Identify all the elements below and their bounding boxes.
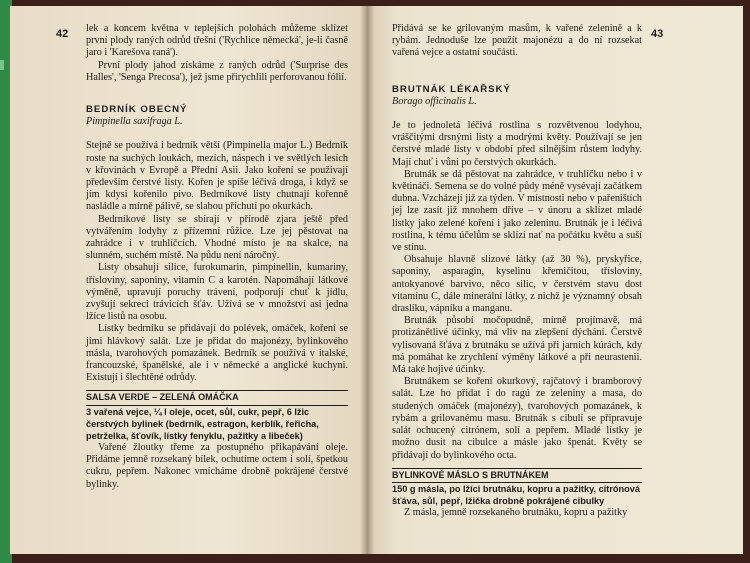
left-page bbox=[10, 6, 367, 554]
latin-name: Borago officinalis L. bbox=[392, 95, 477, 107]
body-paragraph: Stejně se používá i bedrník větší (Pimpinella major L.) Bedrník roste na suchých loukách, mezích, náspech i ve světlých lesích v křovinách v Evropě a Přední Asii. Jako koření se používají především čerstvé listy. Kořen je spíše léčivá droga, i když se jím kdysi kořenilo pivo. Bedrníkové listy chutnají kořenně nasládle a mírně pálivě, se slabou příchutí po okurkách. bbox=[86, 140, 348, 213]
recipe-ingredients: 150 g másla, po lžíci brutnáku, kopru a pažitky, citrónová šťáva, sůl, pepř, lžička drobně pokrájené cibulky bbox=[392, 484, 640, 507]
book-gutter bbox=[360, 6, 374, 554]
page-number: 42 bbox=[56, 28, 69, 40]
right-page bbox=[367, 6, 743, 554]
page-number: 43 bbox=[651, 28, 664, 40]
thumb-index-tab bbox=[0, 60, 4, 70]
recipe-method: Z másla, jemně rozsekaného brutnáku, kopru a pažitky bbox=[404, 507, 628, 519]
body-paragraph: Lístky bedrníku se přidávají do polévek, omáček, koření se jimi hlávkový salát. Lze je přidat do majonézy, bylinkového másla, tvarohových pomazánek. Bedrník se používá v italské, francouzské, španělské, ale i v německé a anglické kuchyni. Existují i šlechtěné odrůdy. bbox=[86, 323, 348, 384]
recipe-ingredients: 3 vařená vejce, ¼ l oleje, ocet, sůl, cukr, pepř, 6 lžic čerstvých bylinek (bedrník, estragon, kerblík, řeřicha, petrželka, šťovík, lístky fenyklu, pažitky a libeček) bbox=[86, 406, 319, 441]
latin-name: Pimpinella saxifraga L. bbox=[86, 116, 183, 128]
section-title: BRUTNÁK LÉKAŘSKÝ bbox=[392, 83, 511, 95]
intro-paragraph: lek a koncem května v teplejších polohách můžeme sklízet první plody raných odrůd třešní ('Rychlice německá', je-li časně jaro i 'Karešova raná'). bbox=[86, 23, 348, 59]
right-column bbox=[392, 23, 642, 519]
body-paragraph: Brutnákem se koření okurkový, rajčatový i bramborový salát. Lze ho přidat i do ragú ze zeleniny a masa, do studených omáček (majonézy), tvarohových pomazánek, k rybám a grilovanému masu. Brutnák s cibulí se připravuje salát ochucený citrónem, solí a pepřem. Mladé lístky je možno dusit na cibulce a másle jako špenát. Květy se přidávají do bylinkového octa. bbox=[392, 376, 642, 461]
recipe-title: SALSA VERDE – ZELENÁ OMÁČKA bbox=[86, 390, 348, 406]
recipe-method: Vařené žloutky třeme za postupného přikapávání oleje. Přidáme jemně rozsekaný bílek, ochutíme octem i solí, špetkou cukru, pepřem. Nakonec vmícháme drobně pokrájené čerstvé bylinky. bbox=[86, 441, 348, 490]
body-paragraph: Brutnák působí močopudně, mírně projímavě, má protizánětlivé účinky, má vliv na zlepšení dýchání. Čerstvě vylisovaná šťáva z brutnáku se užívá při jarních kúrách, kdy má pomáhat ke zrychlení výměny látkové a při neurastenii. Má také hojivé účinky. bbox=[392, 315, 642, 376]
intro-paragraph: Přidává se ke grilovaným masům, k vařené zelenině a k rybám. Jednoduše lze použít majonézu a do ní rozsekat vařená vejce a ostatní součásti. bbox=[392, 23, 642, 59]
intro-paragraph: První plody jahod získáme z raných odrůd ('Surprise des Halles', 'Senga Precosa'), jež jsme přirychlili perforovanou fólií. bbox=[86, 59, 348, 83]
body-paragraph: Bedrníkové listy se sbírají v přírodě zjara ještě před vytvářením lodyhy z přízemní růžice. Lze jej pěstovat na zahrádce i v truhlíčcích. Vhodné místo je na skalce, na slunném, suchém místě. Na půdu není náročný. bbox=[86, 213, 348, 262]
body-paragraph: Listy obsahují silice, furokumarin, pimpinellin, kumariny, třísloviny, saponiny, vitamín C a karotén. Napomáhají látkové výměně, upravují poruchy trávení, podporují chuť k jídlu, zvyšují sekreci trávicích šťáv. Užívá se v množství asi jedna lžíce listů na osobu. bbox=[86, 262, 348, 323]
recipe-title: BYLINKOVÉ MÁSLO S BRUTNÁKEM bbox=[392, 468, 642, 484]
body-paragraph: Je to jednoletá léčivá rostlina s rozvětvenou lodyhou, vráščitými drsnými listy a modrými květy. Používají se jen čerstvé mladé listy v období před silnějším růstem lodyhy. Mají chuť i vůni po čerstvých okurkách. bbox=[392, 120, 642, 168]
body-paragraph: Obsahuje hlavně slizové látky (až 30 %), pryskyřice, saponiny, asparagin, kyselinu křemičitou, třísloviny, antokyanové barvivo, něco silic, v čerstvém stavu dost vitamínu C, dále minerální látky, z nichž je významný obsah draslíku, vápníku a manganu. bbox=[392, 254, 642, 315]
section-title: BEDRNÍK OBECNÝ bbox=[86, 104, 188, 116]
left-column bbox=[86, 23, 348, 491]
body-paragraph: Brutnák se dá pěstovat na zahrádce, v truhlíčku nebo i v květináči. Semena se do volné půdy méně vysévají začátkem dubna. Vzcházejí již za týden. V místnosti nebo v pařeništích jej lze zasít již mnohem dříve – v únoru a sklízet mladé lístky jako zelené koření i jako zeleninu. Brutnák je i léčivá rostlina, k tému účelům se sklízí nať na počátku květu a suší ve stínu. bbox=[392, 168, 642, 254]
